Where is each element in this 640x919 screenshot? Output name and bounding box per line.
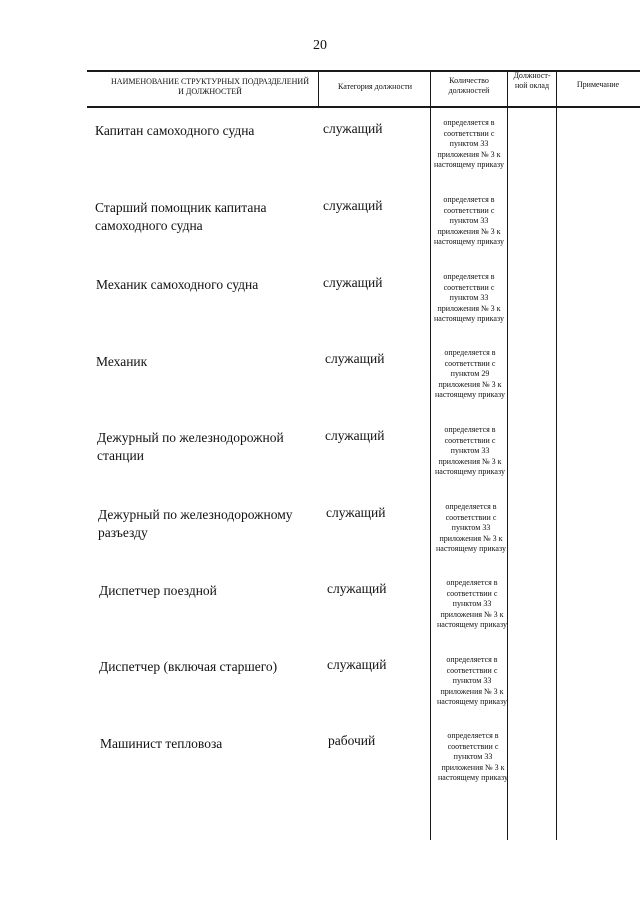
row-name: Дежурный по железнодорожной станции <box>97 430 284 463</box>
row-quantity: определяется в соответствии с пунктом 33 приложения № 3 к настоящему приказу <box>435 425 505 476</box>
row-name: Механик <box>96 354 148 369</box>
row-name: Капитан самоходного судна <box>95 123 255 138</box>
header-quantity: Количество должностей <box>448 76 490 95</box>
row-category: служащий <box>323 121 383 136</box>
column-divider-4 <box>556 70 557 840</box>
row-name: Машинист тепловоза <box>100 736 223 751</box>
row-category: служащий <box>326 505 386 520</box>
row-quantity: определяется в соответствии с пунктом 33 приложения № 3 к настоящему приказу <box>434 272 504 323</box>
row-name: Механик самоходного судна <box>96 277 259 292</box>
column-divider-3 <box>507 70 508 840</box>
row-quantity: определяется в соответствии с пунктом 33 приложения № 3 к настоящему приказу <box>438 731 508 782</box>
row-name: Дежурный по железнодорожному разъезду <box>98 507 293 540</box>
table-top-border <box>87 70 640 72</box>
header-note: Примечание <box>576 80 620 89</box>
row-category: служащий <box>325 428 385 443</box>
header-category: Категория должности <box>338 82 412 91</box>
row-name: Диспетчер поездной <box>99 583 217 598</box>
page-number: 20 <box>313 38 327 53</box>
row-quantity: определяется в соответствии с пунктом 33 приложения № 3 к настоящему приказу <box>434 118 504 169</box>
row-category: служащий <box>325 351 385 366</box>
header-salary: Должност-ной оклад <box>513 71 551 90</box>
row-quantity: определяется в соответствии с пунктом 33 приложения № 3 к настоящему приказу <box>437 578 507 629</box>
row-name: Диспетчер (включая старшего) <box>99 659 278 674</box>
column-divider-1 <box>318 70 319 108</box>
row-quantity: определяется в соответствии с пунктом 29 приложения № 3 к настоящему приказу <box>435 348 505 399</box>
row-category: служащий <box>323 275 383 290</box>
header-name: НАИМЕНОВАНИЕ СТРУКТУРНЫХ ПОДРАЗДЕЛЕНИЙ И ДОЛЖНОСТЕЙ <box>111 77 309 96</box>
row-quantity: определяется в соответствии с пунктом 33 приложения № 3 к настоящему приказу <box>436 502 506 553</box>
table-header-bottom-border <box>87 106 640 108</box>
row-quantity: определяется в соответствии с пунктом 33 приложения № 3 к настоящему приказу <box>437 655 507 706</box>
row-category: рабочий <box>328 733 376 748</box>
column-divider-2 <box>430 70 431 840</box>
row-quantity: определяется в соответствии с пунктом 33 приложения № 3 к настоящему приказу <box>434 195 504 246</box>
row-category: служащий <box>327 581 387 596</box>
row-category: служащий <box>327 657 387 672</box>
row-name: Старший помощник капитана самоходного судна <box>95 200 267 233</box>
row-category: служащий <box>323 198 383 213</box>
